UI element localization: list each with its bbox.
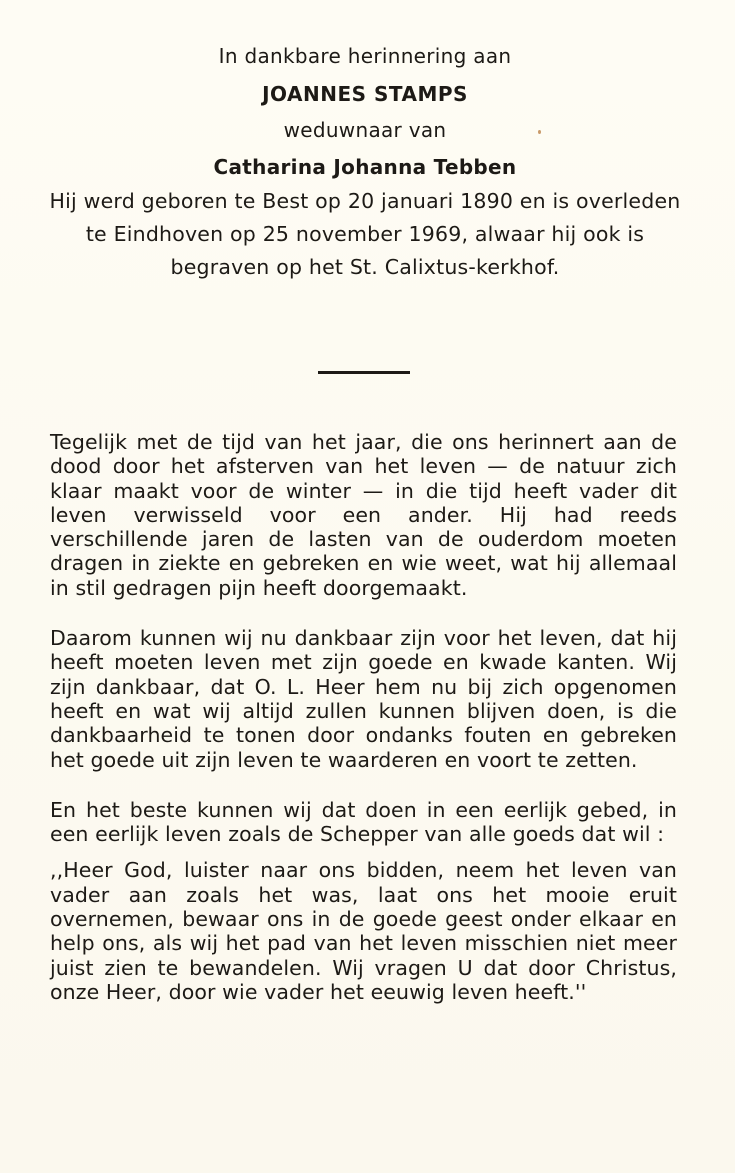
- paragraph-2: Daarom kunnen wij nu dankbaar zijn voor het leven, dat hij heeft moeten leven met zijn goede en kwade kanten. Wij zijn dankbaar, dat O. L. Heer hem nu bij zich opgenomen heeft en wat wij altijd zullen kunnen blijven doen, is die dankbaarheid te tonen door ondanks fouten en gebreken het goede uit zijn leven te waarderen en voort te zetten.: [50, 626, 677, 772]
- paragraph-3: En het beste kunnen wij dat doen in een eerlijk gebed, in een eerlijk leven zoals de Schepper van alle goeds dat wil :: [50, 797, 677, 847]
- memorial-text: [50, 430, 677, 1004]
- paragraph-1: Tegelijk met de tijd van het jaar, die ons herinnert aan de dood door het afsterven van het leven — de natuur zich klaar maakt voor de winter — in die tijd heeft vader dit leven verwisseld voor een ander. Hij had reeds verschillende jaren de lasten van de ouderdom moeten dragen in ziekte en gebreken en wie weet, wat hij allemaal in stil gedragen pijn heeft doorgemaakt.: [50, 430, 677, 600]
- deceased-name: JOANNES STAMPS: [262, 82, 468, 106]
- intro-text: In dankbare herinnering aan: [218, 44, 512, 68]
- relation-text: weduwnaar van: [283, 118, 447, 142]
- memorial-header: [40, 40, 690, 284]
- divider-line: [318, 371, 410, 374]
- prayer-paragraph: ,,Heer God, luister naar ons bidden, neem het leven van vader aan zoals het was, laat ons het mooie eruit overnemen, bewaar ons in de goede geest onder elkaar en help ons, als wij het pad van het leven misschien niet meer juist zien te bewandelen. Wij vragen U dat door Christus, onze Heer, door wie vader het eeuwig leven heeft.'': [50, 858, 677, 1004]
- spouse-name: Catharina Johanna Tebben: [213, 155, 517, 179]
- bio-text: Hij werd geboren te Best op 20 januari 1890 en is overleden te Eindhoven op 25 november 1969, alwaar hij ook is begraven op het St. Calixtus-kerkhof.: [49, 189, 681, 279]
